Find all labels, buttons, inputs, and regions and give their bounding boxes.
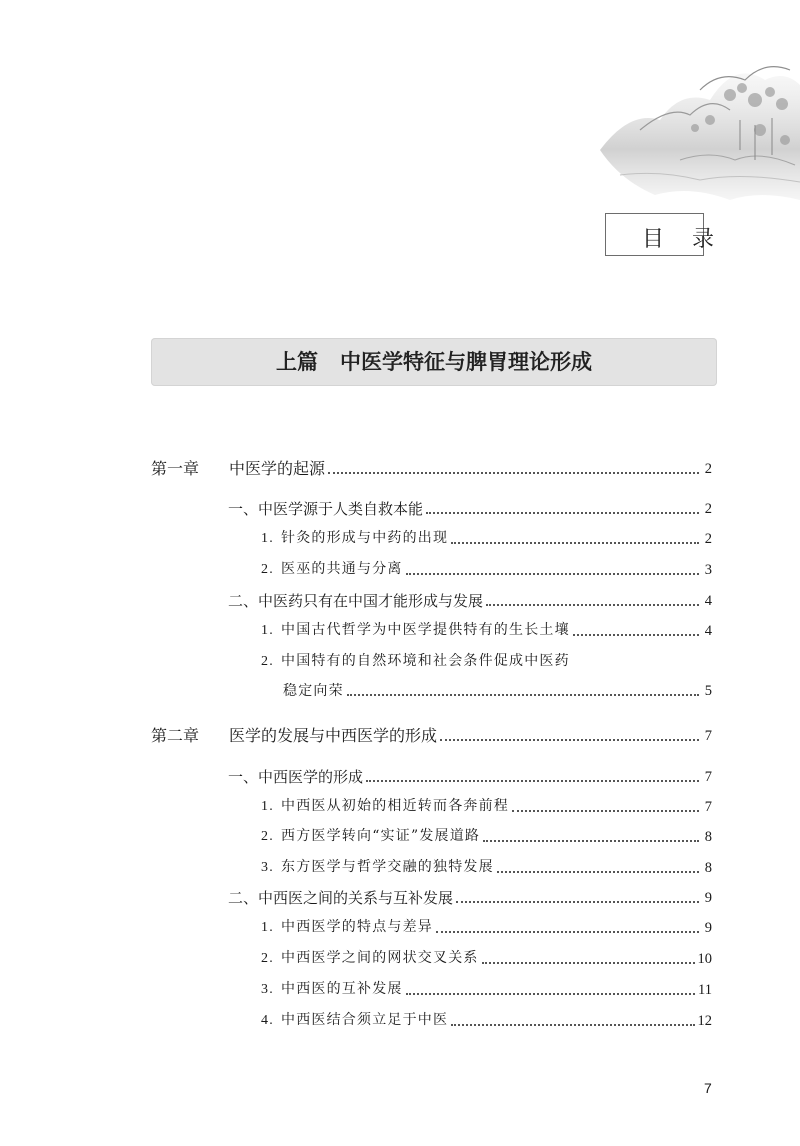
- leader-dots: [426, 512, 699, 514]
- toc-item-entry-line1[interactable]: [261, 650, 570, 670]
- leader-dots: [406, 573, 699, 575]
- page-ref: 10: [697, 951, 712, 967]
- toc-heading-char2: 录: [692, 227, 717, 252]
- item-number: 2.: [261, 562, 274, 577]
- toc-item-entry[interactable]: [261, 795, 712, 817]
- part-title: 中医学特征与脾胃理论形成: [340, 349, 592, 374]
- item-title: 中国古代哲学为中医学提供特有的生长土壤: [281, 622, 570, 638]
- chapter-title: 医学的发展与中西医学的形成: [229, 726, 438, 745]
- leader-dots: [328, 472, 699, 474]
- page-ref: 12: [697, 1013, 712, 1029]
- item-number: 1.: [261, 623, 274, 638]
- item-title: 中国特有的自然环境和社会条件促成中医药: [281, 653, 570, 669]
- item-title: 中西医学之间的网状交叉关系: [281, 950, 479, 966]
- leader-dots: [451, 1024, 694, 1026]
- page-ref: 5: [704, 683, 712, 699]
- leader-dots: [451, 542, 699, 544]
- item-number: 1.: [261, 799, 274, 814]
- item-title: 中西医学的特点与差异: [281, 919, 433, 935]
- toc-item-entry[interactable]: [261, 947, 712, 969]
- page-ref: 4: [704, 623, 712, 639]
- leader-dots: [440, 739, 699, 741]
- section-title: 二、中西医之间的关系与互补发展: [228, 889, 454, 907]
- item-number: 2.: [261, 654, 274, 669]
- leader-dots: [512, 810, 699, 812]
- page-ref: 2: [704, 501, 712, 517]
- toc-item-entry-line2[interactable]: [283, 679, 712, 701]
- toc-item-entry[interactable]: [261, 856, 712, 878]
- page-number: 7: [704, 1080, 712, 1096]
- leader-dots: [486, 604, 699, 606]
- section-title: 一、中医学源于人类自救本能: [228, 500, 424, 518]
- item-title: 中西医从初始的相近转而各奔前程: [281, 798, 509, 814]
- chapter-number: 第二章: [151, 726, 200, 745]
- toc-heading-char1: 目: [642, 227, 667, 252]
- item-number: 2.: [261, 829, 274, 844]
- landscape-decoration: [560, 0, 800, 240]
- item-number: 3.: [261, 860, 274, 875]
- toc-section-entry[interactable]: [228, 589, 712, 611]
- leader-dots: [436, 931, 699, 933]
- leader-dots: [456, 901, 699, 903]
- item-title: 西方医学转向“实证”发展道路: [281, 828, 481, 844]
- item-number: 1.: [261, 920, 274, 935]
- leader-dots: [482, 962, 695, 964]
- item-number: 4.: [261, 1013, 274, 1028]
- item-number: 1.: [261, 531, 274, 546]
- part-label: 上篇: [276, 349, 318, 374]
- page-ref: 8: [704, 829, 712, 845]
- page-ref: 2: [704, 461, 712, 477]
- page-ref: 2: [704, 531, 712, 547]
- leader-dots: [406, 993, 695, 995]
- item-number: 3.: [261, 982, 274, 997]
- toc-item-entry[interactable]: [261, 825, 712, 847]
- toc-item-entry[interactable]: [261, 527, 712, 549]
- page-ref: 11: [698, 982, 712, 998]
- leader-dots: [483, 840, 699, 842]
- page-ref: 7: [704, 728, 712, 744]
- item-title: 医巫的共通与分离: [281, 561, 403, 577]
- toc-chapter-entry[interactable]: [151, 457, 712, 479]
- page-ref: 9: [704, 890, 712, 906]
- toc-chapter-entry[interactable]: [151, 724, 712, 746]
- page-ref: 7: [704, 769, 712, 785]
- item-title: 中西医的互补发展: [281, 981, 403, 997]
- toc-item-entry[interactable]: [261, 916, 712, 938]
- item-title: 针灸的形成与中药的出现: [281, 530, 449, 546]
- leader-dots: [347, 694, 699, 696]
- page-ref: 3: [704, 562, 712, 578]
- toc-item-entry[interactable]: [261, 1009, 712, 1031]
- leader-dots: [366, 780, 699, 782]
- page-ref: 7: [704, 799, 712, 815]
- toc-section-entry[interactable]: [228, 497, 712, 519]
- page-ref: 9: [704, 920, 712, 936]
- section-title: 二、中医药只有在中国才能形成与发展: [228, 592, 484, 610]
- chapter-number: 第一章: [151, 459, 200, 478]
- toc-item-entry[interactable]: [261, 619, 712, 641]
- item-title-continued: 稳定向荣: [283, 683, 344, 699]
- item-title: 东方医学与哲学交融的独特发展: [281, 859, 494, 875]
- toc-section-entry[interactable]: [228, 765, 712, 787]
- toc-heading: [605, 213, 717, 256]
- toc-section-entry[interactable]: [228, 886, 712, 908]
- toc-item-entry[interactable]: [261, 978, 712, 1000]
- section-title: 一、中西医学的形成: [228, 768, 364, 786]
- leader-dots: [497, 871, 699, 873]
- item-title: 中西医结合须立足于中医: [281, 1012, 449, 1028]
- chapter-title: 中医学的起源: [229, 459, 326, 478]
- item-number: 2.: [261, 951, 274, 966]
- toc-item-entry[interactable]: [261, 558, 712, 580]
- page-ref: 8: [704, 860, 712, 876]
- leader-dots: [573, 634, 699, 636]
- page-ref: 4: [704, 593, 712, 609]
- part-banner: [151, 338, 717, 386]
